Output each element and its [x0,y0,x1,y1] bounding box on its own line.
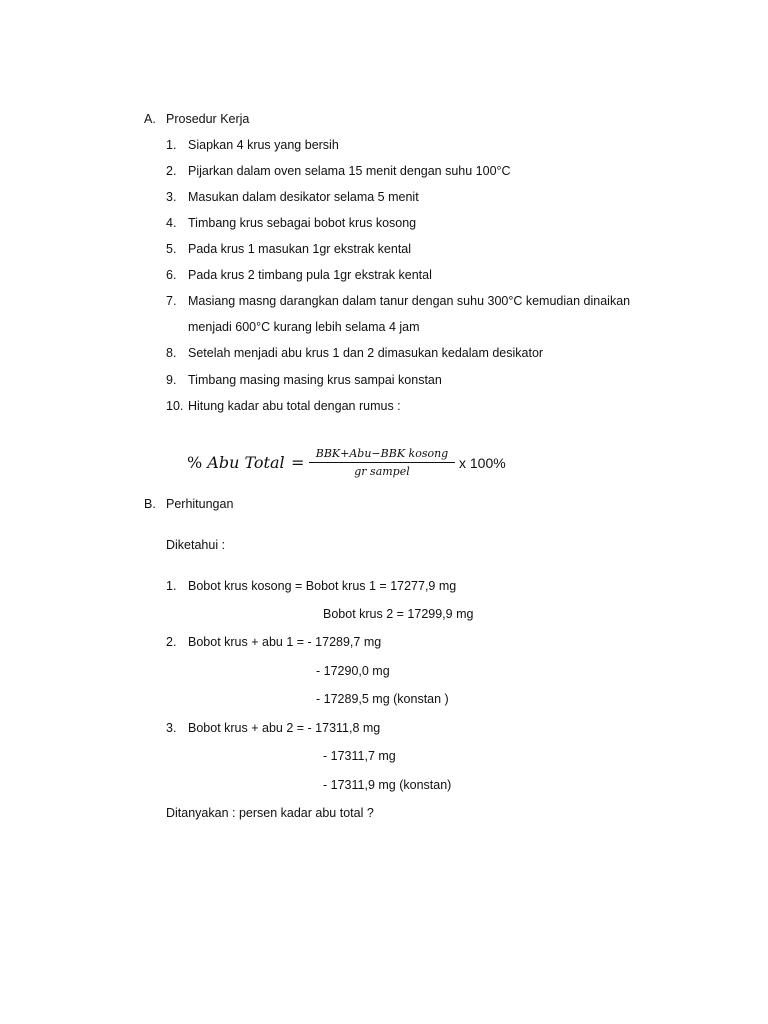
formula-numerator: BBK+Abu−BBK kosong [315,447,449,460]
step-number: 7. [166,294,177,308]
abu-total-formula [187,447,527,487]
step-text: Setelah menjadi abu krus 1 dan 2 dimasukan kedalam desikator [188,346,544,360]
calc-line: Bobot krus kosong = Bobot krus 1 = 17277,9 mg [188,579,457,593]
formula-percent-sign: % [187,453,203,472]
calc-line: - 17290,0 mg [316,664,390,678]
calc-number: 1. [166,579,177,593]
step-text: Masukan dalam desikator selama 5 menit [188,190,419,204]
section-a-letter: A. [144,112,156,126]
calc-line: Bobot krus 2 = 17299,9 mg [323,607,474,621]
calc-line: Bobot krus + abu 1 = - 17289,7 mg [188,635,382,649]
step-number: 9. [166,373,177,387]
step-text: Pada krus 1 masukan 1gr ekstrak kental [188,242,412,256]
formula-multiplier: x 100% [459,455,506,471]
step-number: 3. [166,190,177,204]
section-a-title: Prosedur Kerja [166,112,250,126]
step-text: Pada krus 2 timbang pula 1gr ekstrak kental [188,268,432,282]
section-b-title: Perhitungan [166,497,234,511]
step-number: 4. [166,216,177,230]
calc-line: - 17311,7 mg [323,749,396,763]
step-number: 6. [166,268,177,282]
formula-lhs-label: Abu Total [207,453,285,472]
calc-line: - 17289,5 mg (konstan ) [316,692,449,706]
calc-line: - 17311,9 mg (konstan) [323,778,452,792]
step-text: Pijarkan dalam oven selama 15 menit dengan suhu 100°C [188,164,511,178]
step-text: Masiang masng darangkan dalam tanur dengan suhu 300°C kemudian dinaikan [188,294,631,308]
step-number: 8. [166,346,177,360]
formula-fraction [309,447,455,479]
known-label: Diketahui : [166,538,226,552]
question-line: Ditanyakan : persen kadar abu total ? [166,806,374,820]
step-number: 2. [166,164,177,178]
step-text: Siapkan 4 krus yang bersih [188,138,339,152]
calc-number: 3. [166,721,177,735]
step-text-continued: menjadi 600°C kurang lebih selama 4 jam [188,320,420,334]
step-text: Timbang masing masing krus sampai konstan [188,373,442,387]
step-number: 1. [166,138,177,152]
step-number: 5. [166,242,177,256]
formula-lhs [187,453,285,472]
formula-denominator: gr sampel [354,465,410,478]
step-text: Hitung kadar abu total dengan rumus : [188,399,401,413]
section-b-letter: B. [144,497,156,511]
step-number: 10. [166,399,184,413]
calc-number: 2. [166,635,177,649]
formula-fraction-bar [309,462,455,463]
formula-equals: = [291,453,305,472]
step-text: Timbang krus sebagai bobot krus kosong [188,216,417,230]
calc-line: Bobot krus + abu 2 = - 17311,8 mg [188,721,381,735]
